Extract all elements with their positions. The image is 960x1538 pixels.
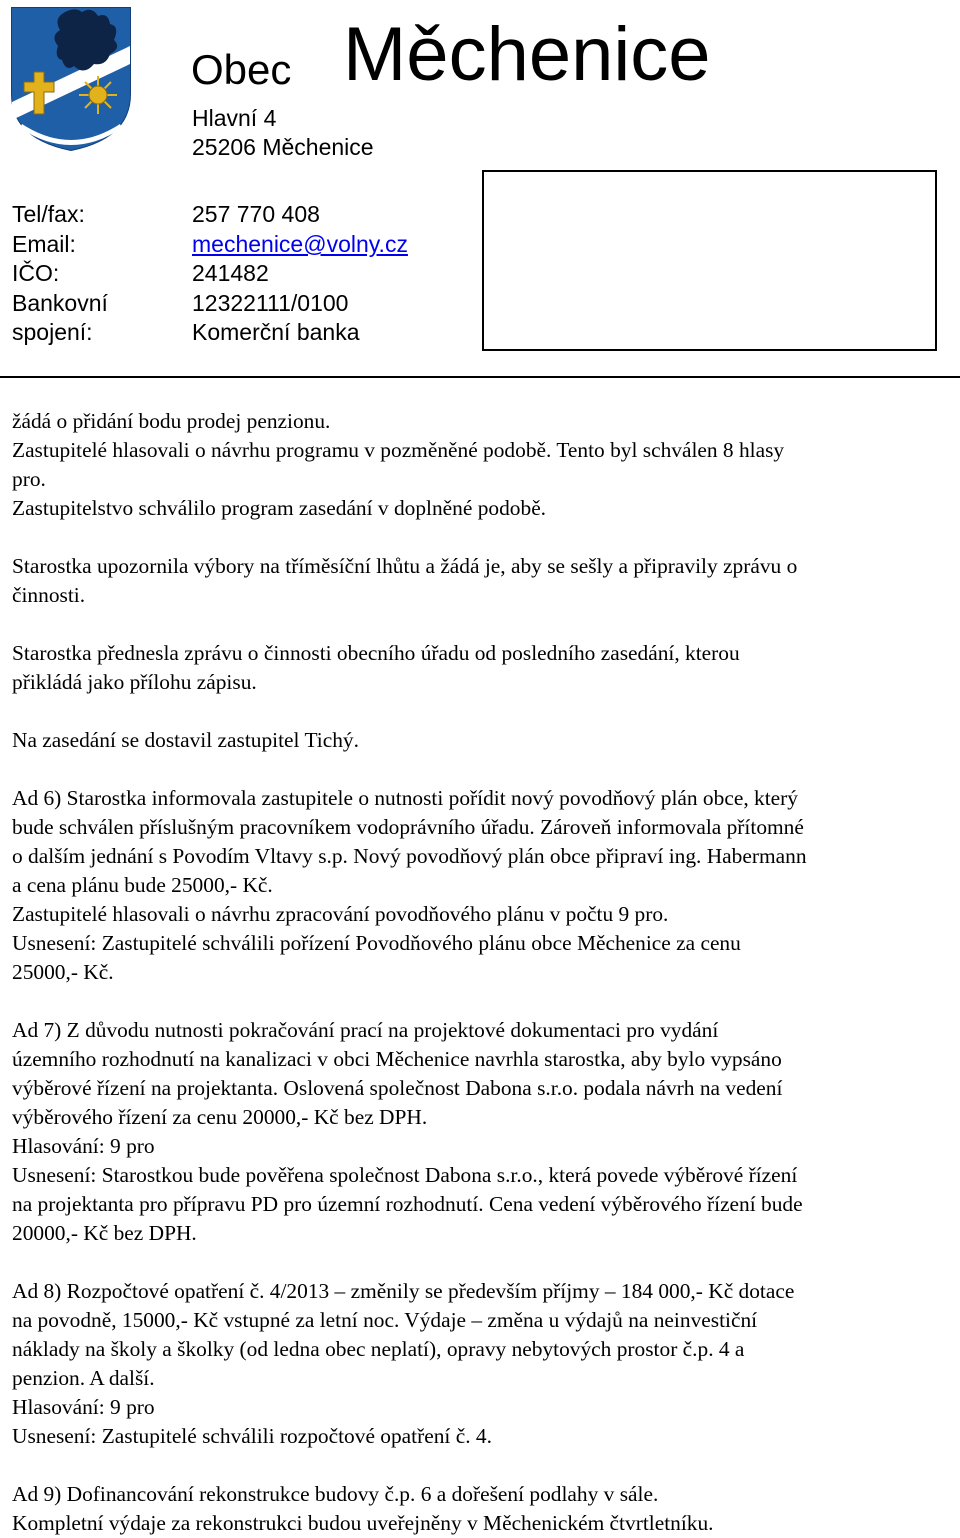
paragraph-line: Usnesení: Zastupitelé schválili rozpočtové opatření č. 4. — [12, 1424, 492, 1448]
paragraph-line: o dalším jednání s Povodím Vltavy s.p. Nový povodňový plán obce připraví ing. Habermann — [12, 844, 807, 868]
body-paragraph — [12, 1016, 952, 1248]
paragraph-line: Starostka upozornila výbory na tříměsíční lhůtu a žádá je, aby se sešly a připravily zprávu o — [12, 554, 798, 578]
contact-value-telfax: 257 770 408 — [192, 201, 320, 227]
paragraph-line: Kompletní výdaje za rekonstrukci budou uveřejněny v Měchenickém čtvrtletníku. — [12, 1511, 714, 1535]
body-paragraph — [12, 726, 952, 755]
contact-value-ico: 241482 — [192, 260, 269, 286]
body-paragraph — [12, 784, 952, 987]
paragraph-line: náklady na školy a školky (od ledna obec neplatí), opravy nebytových prostor č.p. 4 a — [12, 1337, 745, 1361]
contact-label-email: Email: — [12, 231, 76, 257]
paragraph-line: Ad 8) Rozpočtové opatření č. 4/2013 – změnily se především příjmy – 184 000,- Kč dotace — [12, 1279, 795, 1303]
paragraph-line: 25000,- Kč. — [12, 960, 114, 984]
paragraph-line: činnosti. — [12, 583, 86, 607]
body-paragraph — [12, 639, 952, 697]
header-obec-word: Obec — [191, 46, 292, 93]
paragraph-line: žádá o přidání bodu prodej penzionu. — [12, 409, 331, 433]
paragraph-line: Usnesení: Starostkou bude pověřena společnost Dabona s.r.o., která povede výběrové řízení — [12, 1163, 798, 1187]
email-link[interactable]: mechenice@volny.cz — [192, 231, 408, 257]
paragraph-line: Ad 6) Starostka informovala zastupitele o nutnosti pořídit nový povodňový plán obce, který — [12, 786, 798, 810]
document-body — [12, 407, 952, 1538]
address-city: 25206 Měchenice — [192, 134, 374, 160]
paragraph-line: Zastupitelstvo schválilo program zasedání v doplněné podobě. — [12, 496, 547, 520]
paragraph-line: přikládá jako přílohu zápisu. — [12, 670, 257, 694]
contact-label-telfax: Tel/fax: — [12, 201, 85, 227]
paragraph-line: penzion. A další. — [12, 1366, 155, 1390]
paragraph-line: na projektanta pro přípravu PD pro územní rozhodnutí. Cena vedení výběrového řízení bude — [12, 1192, 803, 1216]
paragraph-line: Hlasování: 9 pro — [12, 1395, 155, 1419]
address-street: Hlavní 4 — [192, 105, 277, 131]
crest-shield-icon — [10, 6, 132, 152]
town-name-title: Měchenice — [343, 12, 711, 97]
paragraph-line: Usnesení: Zastupitelé schválili pořízení Povodňového plánu obce Měchenice za cenu — [12, 931, 741, 955]
paragraph-line: Ad 9) Dofinancování rekonstrukce budovy č.p. 6 a dořešení podlahy v sále. — [12, 1482, 659, 1506]
paragraph-line: bude schválen příslušným pracovníkem vodoprávního úřadu. Zároveň informovala přítomné — [12, 815, 804, 839]
municipal-crest-logo — [10, 6, 132, 152]
paragraph-line: Ad 7) Z důvodu nutnosti pokračování prací na projektové dokumentaci pro vydání — [12, 1018, 719, 1042]
header-divider — [0, 376, 960, 378]
contact-label-bank: Bankovní — [12, 290, 108, 316]
contact-value-bank-account: 12322111/0100 — [192, 290, 349, 316]
body-paragraph — [12, 407, 952, 523]
paragraph-line: na povodně, 15000,- Kč vstupné za letní noc. Výdaje – změna u výdajů na neinvestiční — [12, 1308, 758, 1332]
body-paragraph — [12, 552, 952, 610]
body-paragraph — [12, 1277, 952, 1451]
body-paragraph — [12, 1480, 952, 1538]
paragraph-line: Zastupitelé hlasovali o návrhu programu v pozměněné podobě. Tento byl schválen 8 hlasy — [12, 438, 785, 462]
paragraph-line: Starostka přednesla zprávu o činnosti obecního úřadu od posledního zasedání, kterou — [12, 641, 740, 665]
paragraph-line: Hlasování: 9 pro — [12, 1134, 155, 1158]
paragraph-line: Zastupitelé hlasovali o návrhu zpracování povodňového plánu v počtu 9 pro. — [12, 902, 669, 926]
paragraph-line: územního rozhodnutí na kanalizaci v obci Měchenice navrhla starostka, aby bylo vypsáno — [12, 1047, 782, 1071]
contact-label-bank-2: spojení: — [12, 319, 93, 345]
paragraph-line: výběrové řízení na projektanta. Oslovená společnost Dabona s.r.o. podala návrh na vedení — [12, 1076, 783, 1100]
contact-value-bank-name: Komerční banka — [192, 319, 360, 345]
paragraph-line: pro. — [12, 467, 46, 491]
paragraph-line: Na zasedání se dostavil zastupitel Tichý. — [12, 728, 359, 752]
paragraph-line: výběrového řízení za cenu 20000,- Kč bez DPH. — [12, 1105, 428, 1129]
contact-label-ico: IČO: — [12, 260, 60, 286]
paragraph-line: a cena plánu bude 25000,- Kč. — [12, 873, 273, 897]
paragraph-line: 20000,- Kč bez DPH. — [12, 1221, 197, 1245]
stamp-box — [482, 170, 937, 351]
